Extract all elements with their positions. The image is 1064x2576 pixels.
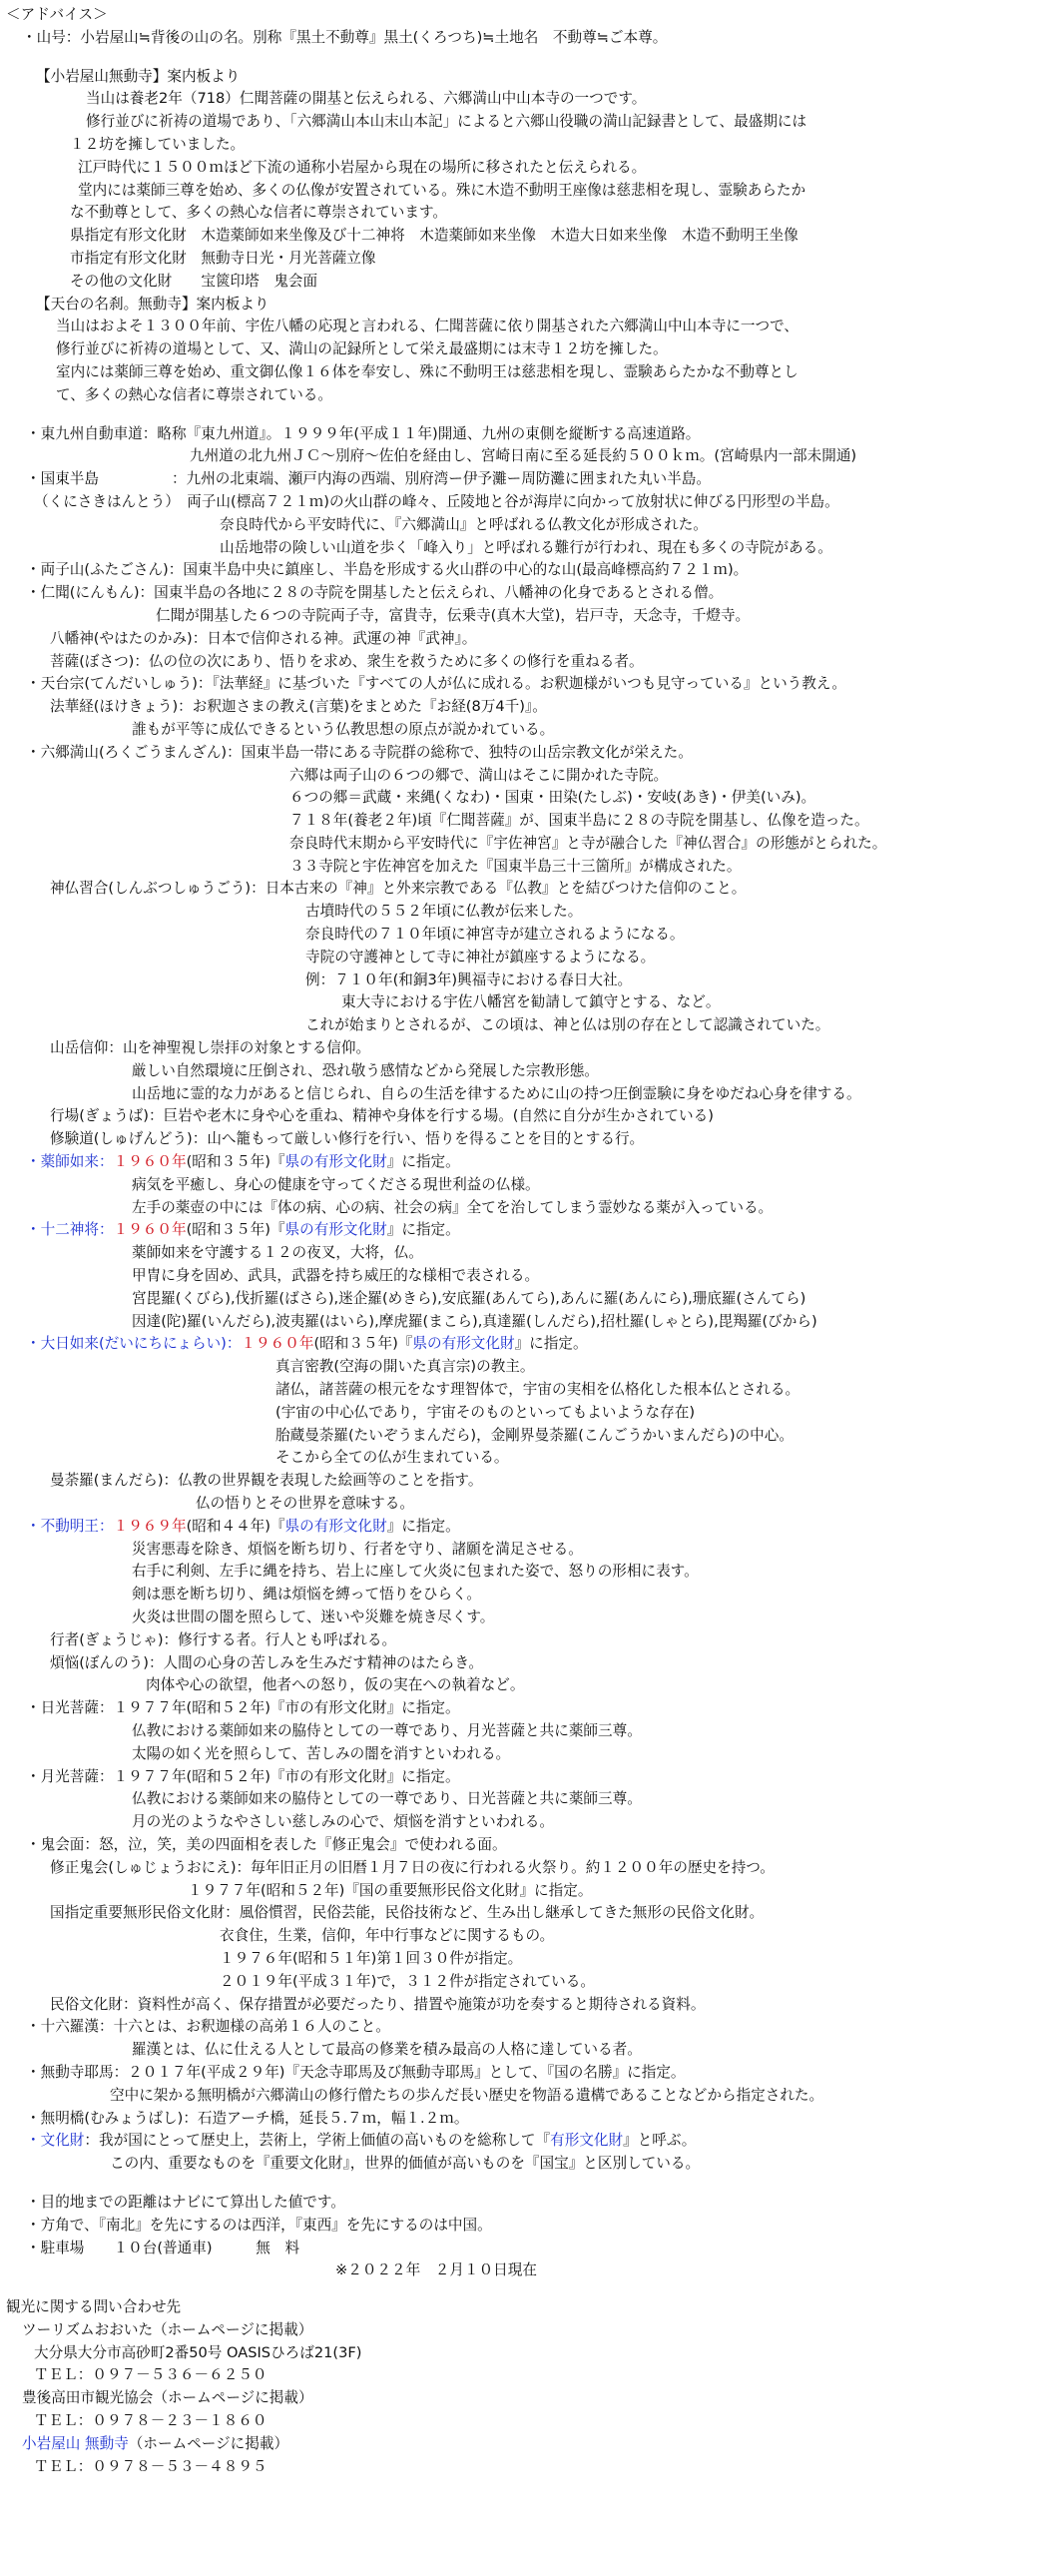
advice-line <box>6 1971 1064 1994</box>
line-text: 病気を平癒し、身心の健康を守ってくださる現世利益の仏様。 <box>132 1175 540 1193</box>
line-text: ツーリズムおおいた（ホームページに掲載） <box>22 2320 313 2338</box>
advice-line <box>6 1219 1064 1242</box>
line-text: ・目的地までの距離はナビにて算出した値です。 <box>26 2193 345 2211</box>
line-text: な不動尊として、多くの熱心な信者に尊崇されています。 <box>70 204 447 222</box>
advice-line <box>6 1265 1064 1288</box>
advice-line <box>6 878 1064 901</box>
advice-line <box>6 1834 1064 1857</box>
line-text: 誰もが平等に成仏できるという仏教思想の原点が説かれている。 <box>132 720 555 738</box>
advice-line <box>6 1629 1064 1652</box>
line-text: (昭和３５年)『 <box>313 1335 413 1353</box>
advice-line <box>6 2062 1064 2085</box>
line-text: （くにさきはんとう） 両子山(標高７２１ｍ)の火山群の峰々、丘陵地と谷が海岸に向かって放射状に伸びる円形型の半島。 <box>34 492 839 510</box>
highlight-text[interactable]: 小岩屋山 無動寺 <box>22 2434 129 2452</box>
advice-body <box>6 27 1064 2282</box>
advice-line <box>6 1720 1064 1743</box>
line-text: 因達(陀)羅(いんだら),波夷羅(はいら),摩虎羅(まこら),真達羅(しんだら),招杜羅(しゃとら),毘羯羅(びから) <box>132 1312 817 1330</box>
highlight-text: ： <box>99 1517 114 1535</box>
advice-line <box>6 491 1064 514</box>
line-text: ・日光菩薩：１９７７年(昭和５２年)『市の有形文化財』に指定。 <box>26 1699 460 1717</box>
line-text: 古墳時代の５５２年頃に仏教が伝来した。 <box>305 903 583 921</box>
line-text: 空中に架かる無明橋が六郷満山の修行僧たちの歩んだ長い歴史を物語る遺構であることなどから指定された。 <box>110 2086 824 2104</box>
line-text: 仏教における薬師如来の脇侍としての一尊であり、月光菩薩と共に薬師三尊。 <box>132 1721 642 1739</box>
advice-line <box>6 111 1064 134</box>
contact-section <box>6 2296 1064 2478</box>
line-text: 修行並びに祈祷の道場として、又、満山の記録所として栄え最盛期には末寺１２坊を擁した。 <box>56 340 668 358</box>
advice-line <box>6 1539 1064 1562</box>
line-text: ６つの郷＝武蔵・来縄(くなわ)・国東・田染(たしぶ)・安岐(あき)・伊美(いみ)。 <box>289 789 816 807</box>
advice-line <box>6 423 1064 446</box>
line-text: 菩薩(ぼさつ)：仏の位の次にあり、悟りを求め、衆生を救うために多くの修行を重ねる者。 <box>50 652 644 670</box>
line-text: ＴＥＬ：０９７－５３６－６２５０ <box>34 2366 267 2384</box>
line-text: ・六郷満山(ろくごうまんざん)：国東半島一帯にある寺院群の総称で、独特の山岳宗教文化が栄えた。 <box>26 743 693 761</box>
highlight-text: ・ <box>26 1221 41 1239</box>
advice-line <box>6 696 1064 719</box>
line-text: 奈良時代末期から平安時代に『宇佐神宮』と寺が融合した『神仏習合』の形態がとられた。 <box>289 834 887 852</box>
blank-spacer <box>6 50 1064 66</box>
highlight-year: １９６０年 <box>113 1153 187 1171</box>
line-text: これが始まりとされるが、この頃は、神と仏は別の存在として認識されていた。 <box>305 1016 830 1034</box>
line-text: 江戸時代に１５００ｍほど下流の通称小岩屋から現在の場所に移されたと伝えられる。 <box>78 158 647 176</box>
line-text: 山岳信仰：山を神聖視し崇拝の対象とする信仰。 <box>50 1039 371 1057</box>
advice-line <box>6 742 1064 765</box>
line-text: 羅漢とは、仏に仕える人として最高の修業を積み最高の人格に達している者。 <box>132 2041 642 2059</box>
advice-heading: ＜アドバイス＞ <box>6 6 108 23</box>
highlight-year: １９６０年 <box>241 1335 314 1353</box>
line-text: ３３寺院と宇佐神宮を加えた『国東半島三十三箇所』が構成された。 <box>289 857 742 875</box>
line-text: この内、重要なものを『重要文化財』，世界的価値が高いものを『国宝』と区別している。 <box>110 2155 701 2173</box>
advice-line <box>6 1356 1064 1379</box>
advice-line <box>6 719 1064 742</box>
advice-line <box>6 582 1064 605</box>
advice-line <box>6 294 1064 317</box>
line-text: 例：７１０年(和銅3年)興福寺における春日大社。 <box>305 970 633 988</box>
line-text: ・東九州自動車道：略称『東九州道』。１９９９年(平成１１年)開通、九州の東側を縦断する高速道路。 <box>26 424 701 442</box>
advice-line <box>6 1105 1064 1128</box>
advice-line <box>6 1880 1064 1903</box>
line-text: 奈良時代の７１０年頃に神宮寺が建立されるようになる。 <box>305 926 685 944</box>
line-text: 市指定有形文化財 無動寺日光・月光菩薩立像 <box>70 249 376 267</box>
line-text: １９７６年(昭和５１年)第１回３０件が指定。 <box>220 1949 523 1967</box>
advice-line <box>6 605 1064 628</box>
line-text: 神仏習合(しんぶつしゅうごう)：日本古来の『神』と外来宗教である『仏教』とを結びつけた信仰のこと。 <box>50 880 747 898</box>
advice-line <box>6 651 1064 674</box>
advice-line <box>6 2238 1064 2260</box>
advice-line <box>6 833 1064 856</box>
advice-line <box>6 537 1064 560</box>
line-text: 山岳地に霊的な力があると信じられ、自らの生活を律するために山の持つ圧倒霊験に身をゆだね心身を律する。 <box>132 1084 861 1102</box>
line-text: 右手に利剣、左手に縄を持ち、岩上に座して火炎に包まれた姿で、怒りの形相に表す。 <box>132 1563 699 1581</box>
advice-line <box>6 445 1064 468</box>
highlight-text[interactable]: 文化財 <box>40 2132 85 2150</box>
advice-line <box>6 2215 1064 2238</box>
line-text: 煩悩(ぼんのう)：人間の心身の苦しみを生みだす精神のはたらき。 <box>50 1653 484 1671</box>
highlight-year: １９６９年 <box>113 1517 187 1535</box>
advice-line <box>6 1060 1064 1083</box>
advice-line <box>6 901 1064 924</box>
contact-line <box>6 2410 1064 2433</box>
line-text: ＴＥＬ：０９７８－５３－４８９５ <box>34 2457 267 2475</box>
advice-line <box>6 1652 1064 1675</box>
line-text: 剣は悪を断ち切り、縄は煩悩を縛って悟りをひらく。 <box>132 1586 481 1604</box>
advice-line <box>6 1014 1064 1037</box>
advice-line <box>6 361 1064 384</box>
advice-line <box>6 969 1064 992</box>
line-text: ：我が国にとって歴史上，芸術上，学術上価値の高いものを総称して『 <box>84 2132 551 2150</box>
line-text: 行者(ぎょうじゃ)：修行する者。行人とも呼ばれる。 <box>50 1630 397 1648</box>
blank-spacer <box>6 407 1064 423</box>
line-text: ・仁聞(にんもん)：国東半島の各地に２８の寺院を開基したと伝えられ、八幡神の化身であるとされる僧。 <box>26 584 724 602</box>
advice-line <box>6 1197 1064 1220</box>
advice-line <box>6 1788 1064 1811</box>
line-text: 真言密教(空海の開いた真言宗)の教主。 <box>275 1358 535 1376</box>
blank-spacer <box>6 2176 1064 2192</box>
highlight-text: ： <box>99 1153 114 1171</box>
advice-line <box>6 2192 1064 2215</box>
line-text: 太陽の如く光を照らして、苦しみの闇を消すといわれる。 <box>132 1744 511 1762</box>
highlight-text[interactable]: (だいにちにょらい)： <box>99 1335 242 1353</box>
line-text: ・十六羅漢：十六とは、お釈迦様の高弟１６人のこと。 <box>26 2018 390 2036</box>
line-text: 諸仏，諸菩薩の根元をなす理智体で，宇宙の実相を仏格化した根本仏とされる。 <box>275 1381 800 1399</box>
highlight-year: １９６０年 <box>113 1221 187 1239</box>
line-text: 修験道(しゅげんどう)：山へ籠もって厳しい修行を行い、悟りを得ることを目的とする行。 <box>50 1130 645 1148</box>
advice-line <box>6 2016 1064 2039</box>
advice-line <box>6 1470 1064 1493</box>
advice-line <box>6 202 1064 225</box>
advice-line <box>6 1948 1064 1971</box>
highlight-text[interactable]: 大日如来 <box>40 1335 99 1353</box>
line-text: 法華経(ほけきょう)：お釈迦さまの教え(言葉)をまとめた『お経(8万4千)』。 <box>50 698 547 716</box>
line-text: 堂内には薬師三尊を始め、多くの仏像が安置されている。殊に木造不動明王座像は慈悲相を現し、霊験あらたか <box>78 181 806 199</box>
line-text: １２坊を擁していました。 <box>70 135 246 153</box>
advice-line <box>6 856 1064 879</box>
line-text: 胎蔵曼荼羅(たいぞうまんだら)，金剛界曼荼羅(こんごうかいまんだら)の中心。 <box>275 1426 794 1444</box>
advice-line <box>6 1151 1064 1174</box>
line-text: ＴＥＬ：０９７８－２３－１８６０ <box>34 2412 267 2430</box>
line-text: 豊後高田市観光協会（ホームページに掲載） <box>22 2389 313 2407</box>
highlight-text: ・ <box>26 1517 41 1535</box>
line-text: 九州道の北九州ＪＣ～別府～佐伯を経由し、宮崎日南に至る延長約５００ｋｍ。(宮崎県内一部未開通) <box>190 447 857 465</box>
advice-line <box>6 673 1064 696</box>
advice-line <box>6 180 1064 203</box>
contact-line <box>6 2342 1064 2365</box>
line-text: 月の光のようなやさしい慈しみの心で、煩悩を消すといわれる。 <box>132 1813 554 1831</box>
advice-line <box>6 1174 1064 1197</box>
line-text: (昭和３５年)『 <box>186 1153 285 1171</box>
line-text: (昭和３５年)『 <box>186 1221 285 1239</box>
line-text: その他の文化財 宝篋印塔 鬼会面 <box>70 272 318 290</box>
advice-line <box>6 559 1064 582</box>
advice-line <box>6 2153 1064 2176</box>
line-text: ・方角で、『南北』を先にするのは西洋，『東西』を先にするのは中国。 <box>26 2216 492 2234</box>
line-text: 民俗文化財：資料性が高く、保存措置が必要だったり、措置や施策が功を奏すると期待される資料。 <box>50 1995 706 2013</box>
line-text: 曼荼羅(まんだら)：仏教の世界観を表現した絵画等のことを指す。 <box>50 1472 483 1490</box>
line-text: 宮毘羅(くびら),伐折羅(ばさら),迷企羅(めきら),安底羅(あんてら),あんに羅(あんにら),珊底羅(さんてら) <box>132 1289 806 1307</box>
advice-line <box>6 1242 1064 1265</box>
line-text: ・鬼会面： <box>26 1835 99 1853</box>
line-text: 国指定重要無形民俗文化財：風俗慣習，民俗芸能，民俗技術など、生み出し継承してきた無形の民俗文化財。 <box>50 1904 765 1922</box>
line-text: 厳しい自然環境に圧倒され、恐れ敬う感情などから発展した宗教形態。 <box>132 1061 599 1079</box>
advice-line <box>6 1584 1064 1607</box>
advice-line <box>6 628 1064 651</box>
advice-line <box>6 787 1064 810</box>
line-text: ・天台宗(てんだいしゅう)：『法華経』に基づいた『すべての人が仏に成れる。お釈迦様がいつも見守っている』という教え。 <box>26 675 846 693</box>
highlight-text[interactable]: 薬師如来 <box>40 1153 99 1171</box>
highlight-text[interactable]: 有形文化財 <box>550 2132 624 2150</box>
highlight-text: ・ <box>26 2132 41 2150</box>
highlight-text[interactable]: 県の有形文化財 <box>284 1153 387 1171</box>
highlight-text[interactable]: 県の有形文化財 <box>284 1221 387 1239</box>
advice-line <box>6 2039 1064 2062</box>
line-text: ・無明橋(むみょうばし)：石造アーチ橋，延長５.７ｍ，幅１.２ｍ。 <box>26 2109 469 2127</box>
advice-line <box>6 1493 1064 1516</box>
advice-line <box>6 1083 1064 1106</box>
highlight-text[interactable]: 県の有形文化財 <box>284 1517 387 1535</box>
line-text: 【天台の名刹。無動寺】案内板より <box>36 295 269 313</box>
line-text: ・山号：小岩屋山≒背後の山の名。別称『黒土不動尊』黒土(くろつち)≒土地名 不動尊≒ご本尊。 <box>22 28 668 46</box>
line-text: 観光に関する問い合わせ先 <box>6 2298 182 2316</box>
advice-line <box>6 134 1064 157</box>
line-text: ７１８年(養老２年)頃『仁聞菩薩』が、国東半島に２８の寺院を開基し、仏像を造った。 <box>289 812 869 830</box>
advice-line <box>6 1037 1064 1060</box>
highlight-text[interactable]: 十二神将 <box>40 1221 99 1239</box>
line-text: 当山は養老2年（718）仁聞菩薩の開基と伝えられる、六郷満山中山本寺の一つです。 <box>86 90 647 108</box>
advice-line <box>6 271 1064 294</box>
line-text: 県指定有形文化財 木造薬師如来坐像及び十二神将 木造薬師如来坐像 木造大日如来坐像 木造不動明王坐像 <box>70 227 798 245</box>
line-text: 火炎は世間の闇を照らして、迷いや災難を焼き尽くす。 <box>132 1608 495 1625</box>
line-text: 』に指定。 <box>514 1335 588 1353</box>
advice-line <box>6 1697 1064 1720</box>
contact-line <box>6 2296 1064 2319</box>
line-text: ※２０２２年 ２月１０日現在 <box>335 2261 537 2279</box>
advice-line <box>6 1311 1064 1334</box>
line-text: １９７７年(昭和５２年)『国の重要無形民俗文化財』に指定。 <box>188 1881 593 1899</box>
line-text: ・月光菩薩：１９７７年(昭和５２年)『市の有形文化財』に指定。 <box>26 1767 460 1785</box>
line-text: ・国東半島 ：九州の北東端、瀬戸内海の西端、別府湾ー伊予灘ー周防灘に囲まれた丸い半島。 <box>26 470 711 488</box>
advice-line <box>6 1128 1064 1151</box>
advice-line <box>6 316 1064 338</box>
line-text: 左手の薬壺の中には『体の病、心の病、社会の病』全てを治してしまう霊妙なる薬が入っている。 <box>132 1198 774 1216</box>
advice-line <box>6 1766 1064 1789</box>
line-text: 衣食住，生業，信仰，年中行事などに関するもの。 <box>220 1927 555 1945</box>
advice-line <box>6 88 1064 111</box>
advice-line <box>6 1674 1064 1697</box>
line-text: (昭和４４年)『 <box>186 1517 285 1535</box>
line-text: 』と呼ぶ。 <box>623 2132 697 2150</box>
advice-line <box>6 66 1064 89</box>
contact-line <box>6 2364 1064 2387</box>
advice-line <box>6 1743 1064 1766</box>
advice-line <box>6 1516 1064 1539</box>
advice-line <box>6 1902 1064 1925</box>
advice-line <box>6 924 1064 947</box>
line-text: 当山はおよそ１３００年前、宇佐八幡の応現と言われる、仁聞菩薩に依り開基された六郷満山中山本寺に一つで、 <box>56 318 798 335</box>
line-text: 災害悪毒を除き、煩悩を断ち切り、行者を守り、諸願を満足させる。 <box>132 1540 583 1558</box>
line-text: ・無動寺耶馬：２０１７年(平成２９年)『天念寺耶馬及び無動寺耶馬』として、『国の名勝』に指定。 <box>26 2063 686 2081</box>
contact-line <box>6 2456 1064 2479</box>
line-text: 怒，泣，笑，美の四面相を表した『修正鬼会』で使われる面。 <box>98 1835 507 1853</box>
line-text: 山岳地帯の険しい山道を歩く「峰入り」と呼ばれる難行が行われ、現在も多くの寺院がある。 <box>220 538 832 556</box>
advice-line <box>6 514 1064 537</box>
advice-line <box>6 1857 1064 1880</box>
line-text: 奈良時代から平安時代に、『六郷満山』と呼ばれる仏教文化が形成された。 <box>220 515 708 533</box>
line-text: 薬師如来を守護する１２の夜叉，大将，仏。 <box>132 1244 423 1262</box>
advice-line <box>6 248 1064 271</box>
line-text: ・駐車場 １０台(普通車) 無 料 <box>26 2239 300 2256</box>
highlight-text[interactable]: 不動明王 <box>40 1517 99 1535</box>
advice-line <box>6 1561 1064 1584</box>
line-text: ２０１９年(平成３１年)で，３１２件が指定されている。 <box>220 1972 595 1990</box>
advice-line <box>6 810 1064 833</box>
advice-line <box>6 1333 1064 1356</box>
line-text: 仁聞が開基した６つの寺院両子寺，富貴寺，伝乗寺(真木大堂)，岩戸寺，天念寺，千燈寺。 <box>156 606 751 624</box>
advice-line <box>6 1994 1064 2017</box>
advice-line <box>6 1607 1064 1629</box>
line-text: 甲冑に身を固め、武具，武器を持ち威圧的な様相で表される。 <box>132 1267 540 1285</box>
line-text: 修正鬼会(しゅじょうおにえ)：毎年旧正月の旧暦１月７日の夜に行われる火祭り。約１２００年の歴史を持つ。 <box>50 1858 775 1876</box>
advice-line <box>6 947 1064 969</box>
line-text: 【小岩屋山無動寺】案内板より <box>36 67 241 85</box>
line-text: 肉体や心の欲望，他者への怒り，仮の実在への執着など。 <box>146 1676 525 1694</box>
line-text: (宇宙の中心仏であり，宇宙そのものといってもよいような存在) <box>275 1403 696 1421</box>
advice-line <box>6 225 1064 248</box>
line-text: 仏教における薬師如来の脇侍としての一尊であり、日光菩薩と共に薬師三尊。 <box>132 1790 642 1808</box>
line-text: 大分県大分市高砂町2番50号 OASISひろば21(3F) <box>34 2343 362 2361</box>
advice-line <box>6 338 1064 361</box>
line-text: 八幡神(やはたのかみ)：日本で信仰される神。武運の神『武神』。 <box>50 629 477 647</box>
advice-line <box>6 765 1064 788</box>
line-text: 六郷は両子山の６つの郷で、満山はそこに開かれた寺院。 <box>289 766 669 784</box>
advice-line <box>6 1402 1064 1425</box>
line-text: 室内には薬師三尊を始め、重文御仏像１６体を奉安し、殊に不動明王は慈悲相を現し、霊験あらたかな不動尊とし <box>56 362 798 380</box>
advice-line <box>6 384 1064 407</box>
advice-line <box>6 1447 1064 1470</box>
line-text: 』に指定。 <box>386 1221 460 1239</box>
contact-line <box>6 2433 1064 2456</box>
advice-line <box>6 1925 1064 1948</box>
highlight-text: ・ <box>26 1153 41 1171</box>
line-text: 』に指定。 <box>386 1153 460 1171</box>
contact-line <box>6 2319 1064 2342</box>
advice-line <box>6 157 1064 180</box>
line-text: 仏の悟りとその世界を意味する。 <box>196 1495 414 1512</box>
advice-line <box>6 2259 1064 2282</box>
line-text: て、多くの熱心な信者に尊崇されている。 <box>56 385 332 403</box>
advice-line <box>6 1379 1064 1402</box>
advice-line <box>6 1288 1064 1311</box>
advice-line <box>6 991 1064 1014</box>
line-text: 寺院の守護神として寺に神社が鎮座するようになる。 <box>305 948 656 966</box>
line-text: 行場(ぎょうば)：巨岩や老木に身や心を重ね、精神や身体を行する場。(自然に自分が生かされている) <box>50 1107 714 1125</box>
advice-line <box>6 468 1064 491</box>
advice-line <box>6 1811 1064 1834</box>
advice-line <box>6 27 1064 50</box>
advice-line <box>6 2130 1064 2153</box>
line-text: （ホームページに掲載） <box>128 2434 289 2452</box>
advice-line <box>6 2085 1064 2108</box>
line-text: 東大寺における宇佐八幡宮を勧請して鎮守とする、など。 <box>341 993 721 1011</box>
highlight-text: ・ <box>26 1335 41 1353</box>
line-text: 修行並びに祈祷の道場であり、「六郷満山本山末山本記」によると六郷山役職の満山記録書として、最盛期には <box>86 113 807 131</box>
advice-line <box>6 2108 1064 2131</box>
line-text: 』に指定。 <box>386 1517 460 1535</box>
highlight-text[interactable]: 県の有形文化財 <box>412 1335 515 1353</box>
line-text: そこから全ての仏が生まれている。 <box>275 1449 509 1467</box>
line-text: ・両子山(ふたごさん)：国東半島中央に鎮座し、半島を形成する火山群の中心的な山(最高峰標高約７２１ｍ)。 <box>26 561 749 579</box>
contact-line <box>6 2387 1064 2410</box>
advice-line <box>6 1425 1064 1448</box>
highlight-text: ： <box>99 1221 114 1239</box>
